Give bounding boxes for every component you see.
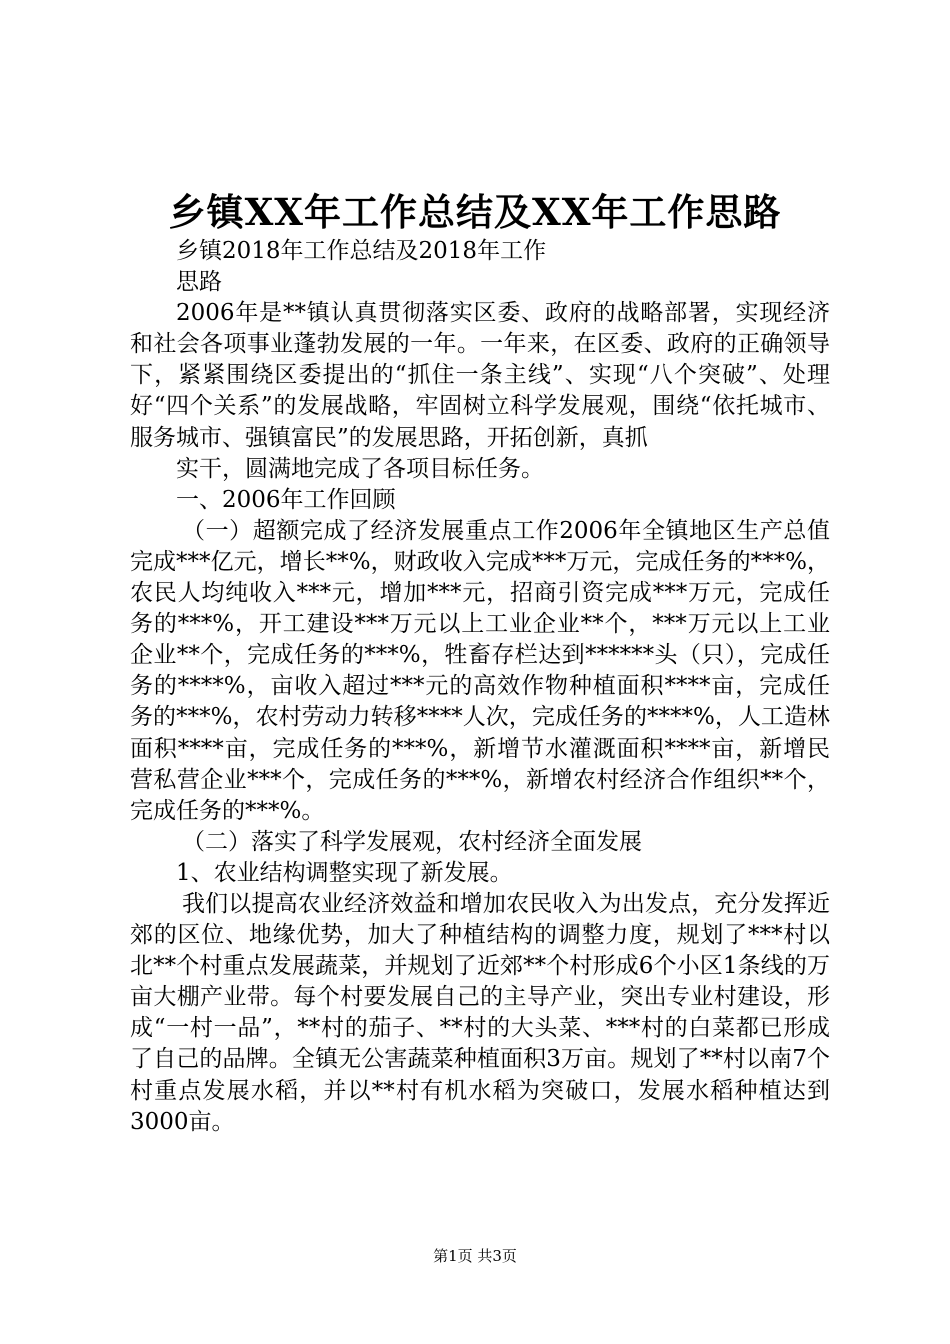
paragraph-intro: 2006年是**镇认真贯彻落实区委、政府的战略部署，实现经济和社会各项事业蓬勃发展的一年。一年来，在区委、政府的正确领导下，紧紧围绕区委提出的“抓住一条主线”、实现“八个突破”、处理好“四个关系”的发展战略，牢固树立科学发展观，围绕“依托城市、服务城市、强镇富民”的发展思路，开拓创新，真抓 (130, 300, 830, 451)
paragraph-economy: （一）超额完成了经济发展重点工作2006年全镇地区生产总值完成***亿元，增长**%，财政收入完成***万元，完成任务的***%，农民人均纯收入***元，增加***元，招商引资完成***万元，完成任务的***%，开工建设***万元以上工业企业**个，***万元以上工业企业**个，完成任务的***%，牲畜存栏达到******头（只），完成任务的****%，亩收入超过***元的高效作物种植面积****亩，完成任务的***%，农村劳动力转移****人次，完成任务的****%，人工造林面积****亩，完成任务的***%，新增节水灌溉面积****亩，新增民营私营企业***个，完成任务的***%，新增农村经济合作组织**个，完成任务的***%。 (130, 517, 830, 824)
paragraph-agriculture: 我们以提高农业经济效益和增加农民收入为出发点，充分发挥近郊的区位、地缘优势，加大了种植结构的调整力度，规划了***村以北**个村重点发展蔬菜，并规划了近郊**个村形成6个小区1条线的万亩大棚产业带。每个村要发展自己的主导产业，突出专业村建设，形成“一村一品”，**村的茄子、**村的大头菜、***村的白菜都已形成了自己的品牌。全镇无公害蔬菜种植面积3万亩。规划了**村以南7个村重点发展水稻，并以**村有机水稻为突破口，发展水稻种植达到3000亩。 (130, 890, 830, 1135)
subsection-heading: （二）落实了科学发展观，农村经济全面发展 (182, 828, 642, 855)
document-body (130, 236, 830, 1138)
paragraph-continuation: 实干，圆满地完成了各项目标任务。 (176, 455, 544, 482)
document-title: 乡镇XX年工作总结及XX年工作思路 (168, 190, 782, 234)
item-heading: 1、农业结构调整实现了新发展。 (176, 859, 513, 886)
page-footer: 第1页 共3页 (433, 1247, 517, 1265)
subtitle-line-1: 乡镇2018年工作总结及2018年工作 (176, 238, 547, 264)
section-heading: 一、2006年工作回顾 (176, 486, 396, 513)
subtitle-line-2: 思路 (176, 269, 222, 296)
